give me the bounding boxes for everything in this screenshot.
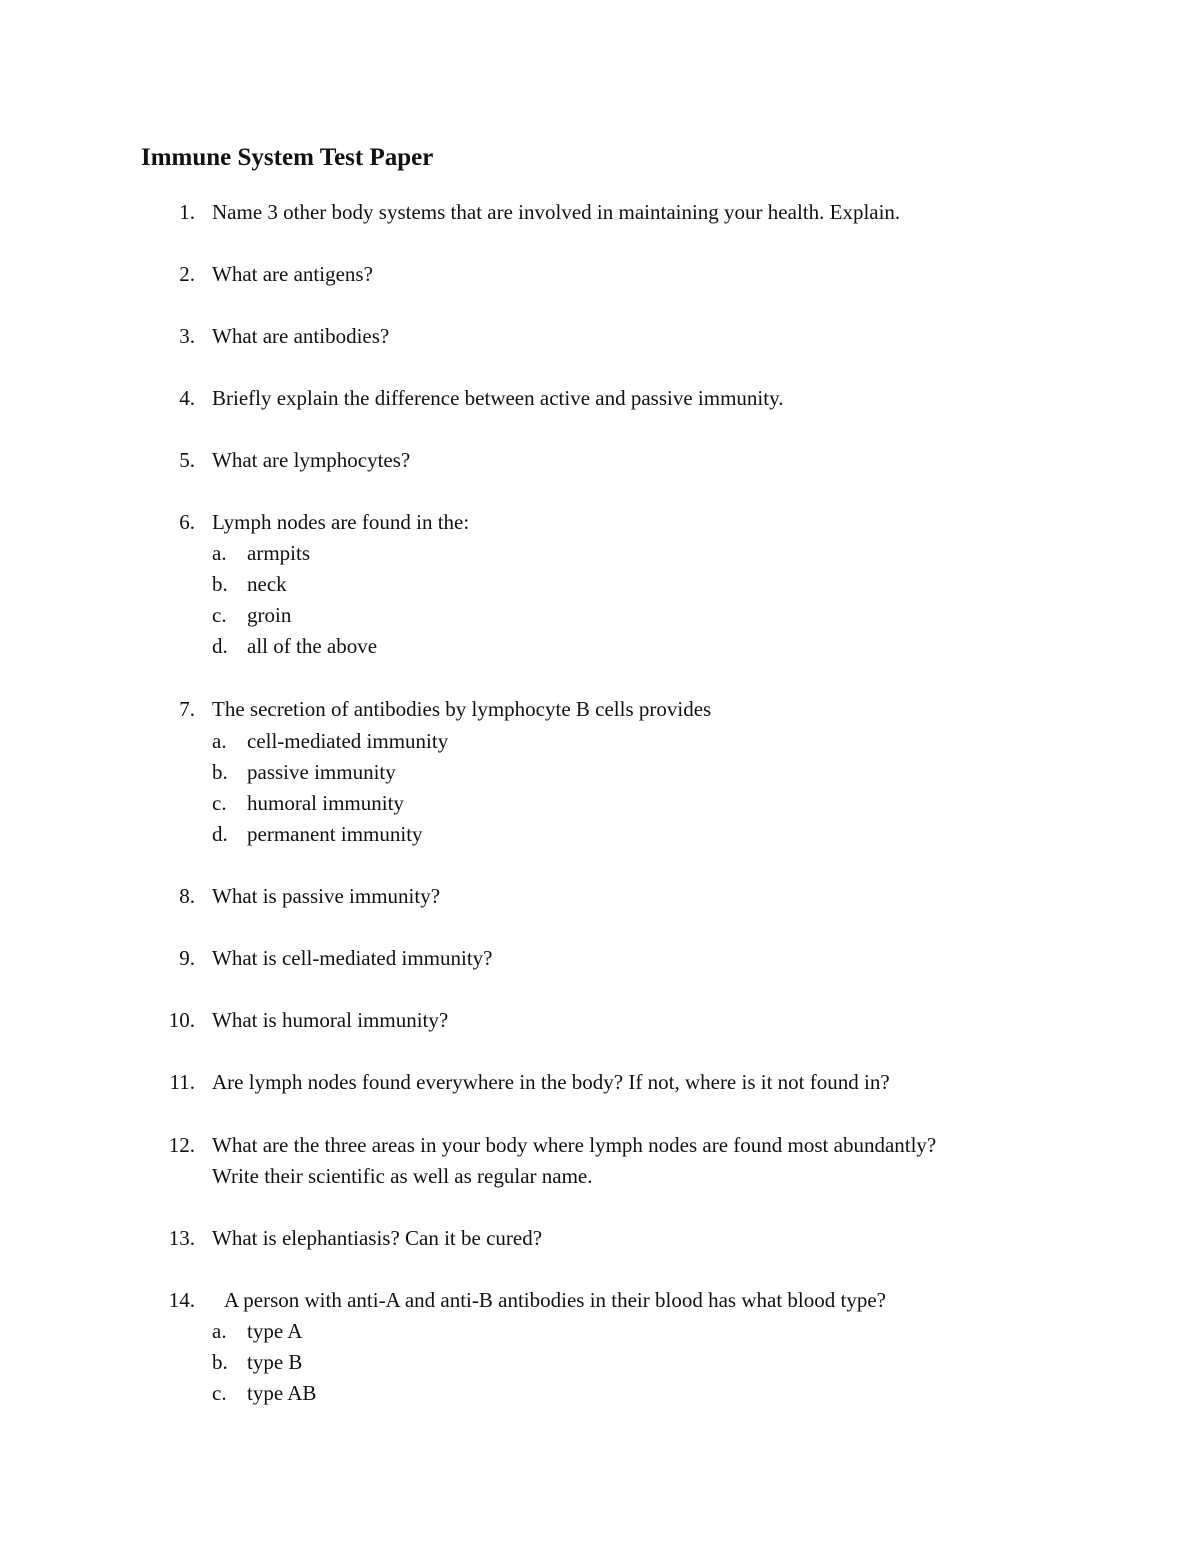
- option-letter: c.: [212, 1381, 227, 1405]
- option-text: all of the above: [247, 634, 378, 658]
- question-number: 10.: [168, 1008, 195, 1032]
- option-letter: a.: [212, 541, 227, 565]
- option-letter: a.: [212, 729, 227, 753]
- option-letter: c.: [212, 791, 227, 815]
- question-text: Are lymph nodes found everywhere in the body? If not, where is it not found in?: [212, 1070, 890, 1094]
- question-number: 8.: [179, 884, 195, 908]
- question-text: Briefly explain the difference between active and passive immunity.: [212, 386, 784, 410]
- question-text: What is cell-mediated immunity?: [212, 946, 493, 970]
- option-text: passive immunity: [247, 760, 396, 784]
- question-text: What are antibodies?: [212, 324, 390, 348]
- question-number: 5.: [179, 448, 195, 472]
- question-number: 7.: [179, 697, 195, 721]
- option-letter: d.: [212, 634, 228, 658]
- option-letter: b.: [212, 1350, 228, 1374]
- question-text: A person with anti-A and anti-B antibodies in their blood has what blood type?: [224, 1288, 886, 1312]
- question-text: What are lymphocytes?: [212, 448, 411, 472]
- option-letter: b.: [212, 760, 228, 784]
- option-letter: b.: [212, 572, 228, 596]
- option-text: armpits: [247, 541, 310, 565]
- question-text-continuation: Write their scientific as well as regular name.: [212, 1164, 593, 1188]
- question-text: What is elephantiasis? Can it be cured?: [212, 1226, 543, 1250]
- option-text: type A: [247, 1319, 303, 1343]
- question-number: 14.: [168, 1288, 195, 1312]
- page-title: Immune System Test Paper: [141, 144, 434, 171]
- question-text: What is passive immunity?: [212, 884, 441, 908]
- question-text: Lymph nodes are found in the:: [212, 510, 470, 534]
- question-number: 4.: [179, 386, 195, 410]
- question-text: The secretion of antibodies by lymphocyte B cells provides: [212, 697, 712, 721]
- option-text: type B: [247, 1350, 303, 1374]
- option-text: humoral immunity: [247, 791, 404, 815]
- option-text: groin: [247, 603, 292, 627]
- question-number: 9.: [179, 946, 195, 970]
- question-number: 2.: [179, 262, 195, 286]
- option-text: neck: [247, 572, 287, 596]
- question-number: 1.: [179, 200, 195, 224]
- option-text: permanent immunity: [247, 822, 423, 846]
- question-number: 13.: [168, 1226, 195, 1250]
- question-number: 6.: [179, 510, 195, 534]
- option-letter: a.: [212, 1319, 227, 1343]
- question-number: 3.: [179, 324, 195, 348]
- option-text: type AB: [247, 1381, 317, 1405]
- question-text: What are antigens?: [212, 262, 373, 286]
- question-text: What is humoral immunity?: [212, 1008, 449, 1032]
- question-number: 12.: [168, 1133, 195, 1157]
- question-text: Name 3 other body systems that are involved in maintaining your health. Explain.: [212, 200, 901, 224]
- option-letter: c.: [212, 603, 227, 627]
- question-number: 11.: [169, 1070, 195, 1094]
- option-letter: d.: [212, 822, 228, 846]
- option-text: cell-mediated immunity: [247, 729, 449, 753]
- question-text: What are the three areas in your body where lymph nodes are found most abundantly?: [212, 1133, 937, 1157]
